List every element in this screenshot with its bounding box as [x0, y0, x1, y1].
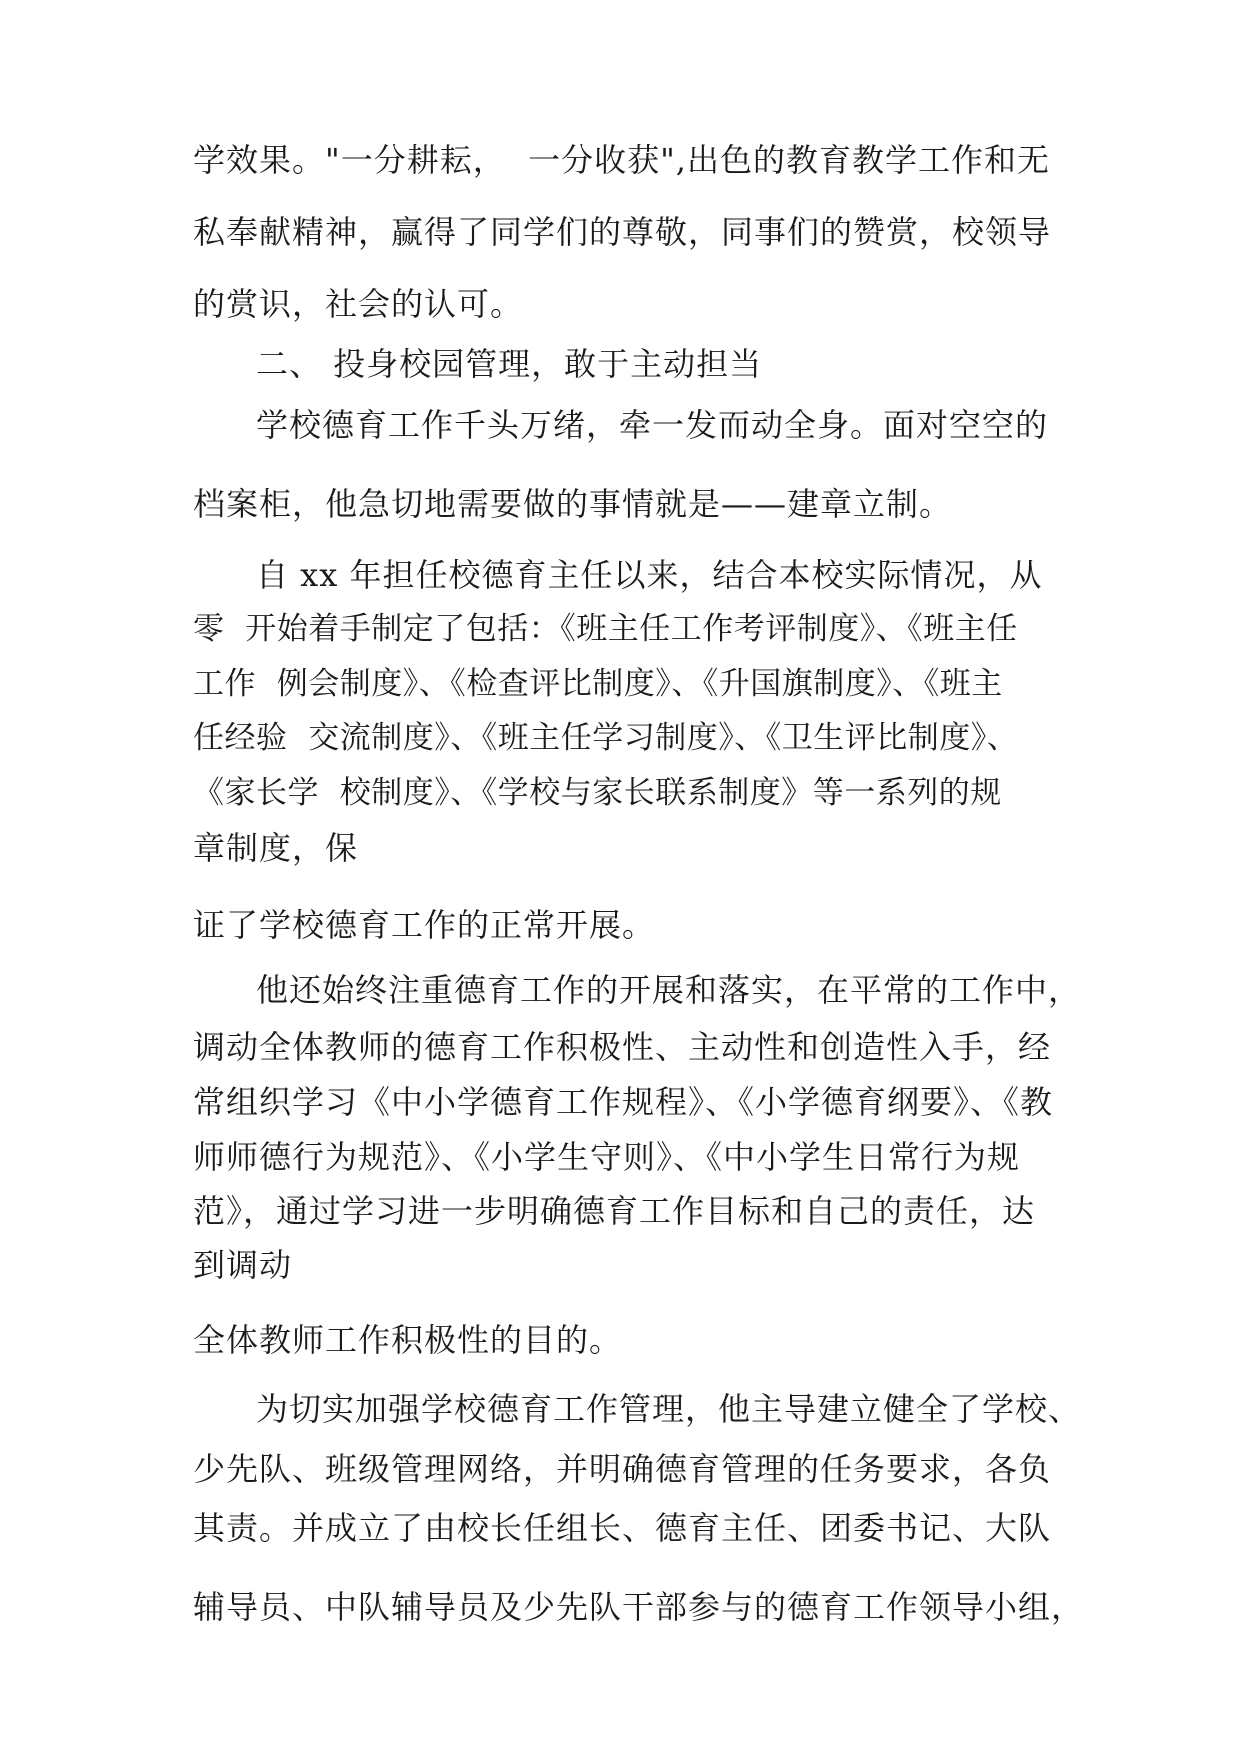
- text-line: 常组织学习《中小学德育工作规程》、《小学德育纲要》、《教: [193, 1083, 1054, 1121]
- text-line: 少先队、班级管理网络，并明确德育管理的任务要求，各负: [193, 1450, 1052, 1488]
- text-line: 档案柜，他急切地需要做的事情就是——建章立制。: [193, 485, 953, 523]
- text-line: 《家长学 校制度》、《学校与家长联系制度》等一系列的规: [193, 775, 1002, 811]
- text-line: 私奉献精神，赢得了同学们的尊敬，同事们的赞赏，校领导: [193, 213, 1052, 251]
- text-line: 章制度，保: [193, 829, 359, 867]
- text-line: 证了学校德育工作的正常开展。: [193, 906, 656, 944]
- text-line: 的赏识，社会的认可。: [193, 285, 524, 323]
- text-line: 他还始终注重德育工作的开展和落实，在平常的工作中，: [256, 971, 1082, 1009]
- text-line: 调动全体教师的德育工作积极性、主动性和创造性入手，经: [193, 1028, 1052, 1066]
- text-line: 其责。并成立了由校长任组长、德育主任、团委书记、大队: [193, 1509, 1052, 1547]
- text-line: 学效果。"一分耕耘， 一分收获",出色的教育教学工作和无: [193, 141, 1050, 179]
- text-line: 工作 例会制度》、《检查评比制度》、《升国旗制度》、《班主: [193, 666, 1003, 702]
- text-line: 任经验 交流制度》、《班主任学习制度》、《卫生评比制度》、: [193, 720, 1019, 756]
- text-line: 学校德育工作千头万绪，牵一发而动全身。面对空空的: [256, 406, 1049, 444]
- section-heading: 二、 投身校园管理，敢于主动担当: [256, 345, 763, 383]
- text-line: 到调动: [193, 1246, 293, 1284]
- text-line: 辅导员、中队辅导员及少先队干部参与的德育工作领导小组，: [193, 1588, 1085, 1626]
- text-line: 范》，通过学习进一步明确德育工作目标和自己的责任，达: [193, 1192, 1036, 1230]
- text-line: 师师德行为规范》、《小学生守则》、《中小学生日常行为规: [193, 1138, 1021, 1176]
- text-line: 为切实加强学校德育工作管理，他主导建立健全了学校、: [256, 1390, 1082, 1428]
- text-line: 零 开始着手制定了包括：《班主任工作考评制度》、《班主任: [193, 611, 1018, 647]
- text-line: 自 xx 年担任校德育主任以来，结合本校实际情况，从: [256, 556, 1043, 594]
- text-line: 全体教师工作积极性的目的。: [193, 1321, 623, 1359]
